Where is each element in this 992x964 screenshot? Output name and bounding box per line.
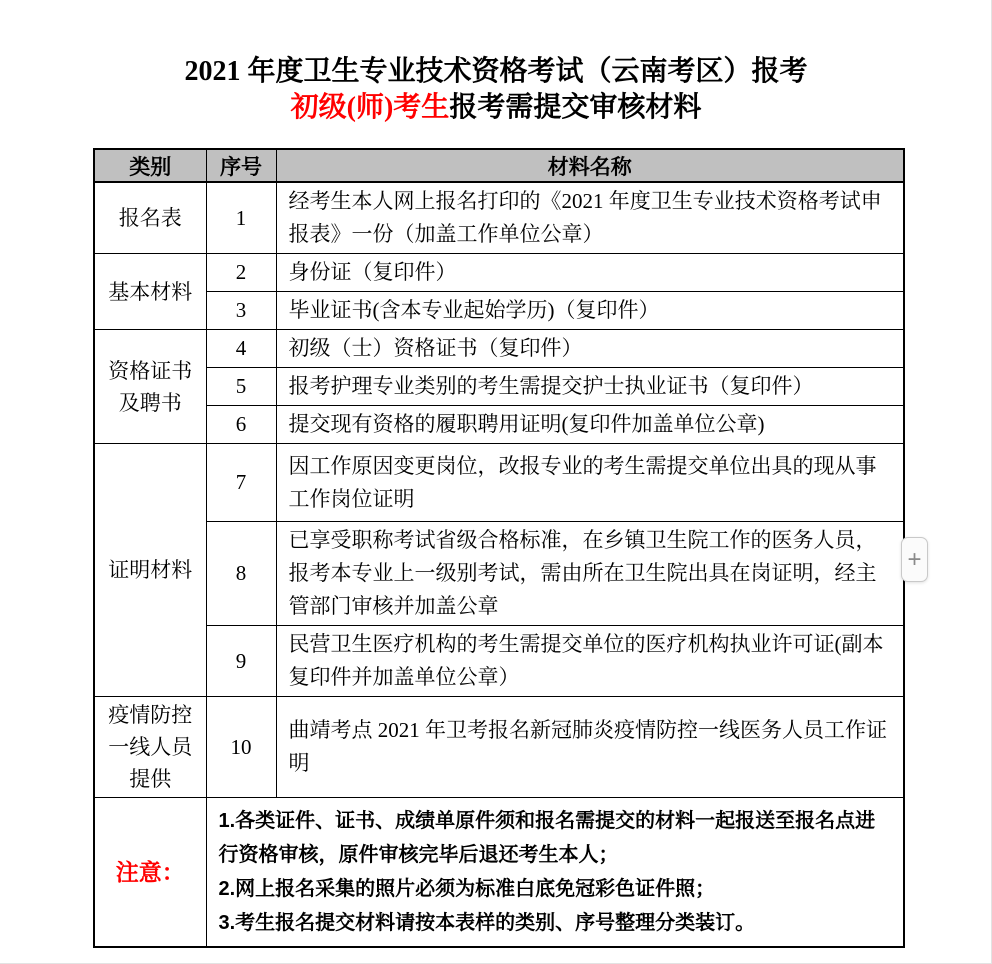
column-header-category: 类别 (94, 149, 206, 182)
material-cell: 因工作原因变更岗位，改报专业的考生需提交单位出具的现从事工作岗位证明 (276, 444, 904, 522)
note-label: 注意： (94, 798, 206, 948)
category-cell: 资格证书及聘书 (94, 330, 206, 444)
plus-icon: + (907, 545, 922, 573)
note-line: 2.网上报名采集的照片必须为标准白底免冠彩色证件照； (218, 878, 716, 900)
serial-cell: 9 (206, 626, 276, 697)
material-cell: 初级（士）资格证书（复印件） (276, 330, 904, 368)
page-title (0, 54, 992, 126)
column-header-serial: 序号 (206, 149, 276, 182)
material-cell: 经考生本人网上报名打印的《2021 年度卫生专业技术资格考试申报表》一份（加盖工作单位公章） (276, 182, 904, 254)
material-cell: 身份证（复印件） (276, 254, 904, 292)
serial-cell: 6 (206, 406, 276, 444)
category-cell: 基本材料 (94, 254, 206, 330)
title-line-2 (0, 90, 992, 126)
table-row (94, 522, 904, 626)
table-row (94, 368, 904, 406)
table-row (94, 292, 904, 330)
table-row (94, 254, 904, 292)
material-cell: 提交现有资格的履职聘用证明(复印件加盖单位公章) (276, 406, 904, 444)
column-header-material: 材料名称 (276, 149, 904, 182)
serial-cell: 7 (206, 444, 276, 522)
note-row (94, 798, 904, 948)
table-row (94, 626, 904, 697)
title-highlight: 初级(师)考生 (290, 92, 450, 123)
category-cell: 报名表 (94, 182, 206, 254)
materials-table (93, 148, 905, 948)
expand-button[interactable] (901, 537, 928, 582)
serial-cell: 5 (206, 368, 276, 406)
note-content (206, 798, 904, 948)
note-line: 3.考生报名提交材料请按本表样的类别、序号整理分类装订。 (218, 912, 756, 934)
material-cell: 曲靖考点 2021 年卫考报名新冠肺炎疫情防控一线医务人员工作证明 (276, 697, 904, 798)
category-cell: 证明材料 (94, 444, 206, 697)
category-cell: 疫情防控一线人员提供 (94, 697, 206, 798)
material-cell: 毕业证书(含本专业起始学历)（复印件） (276, 292, 904, 330)
material-cell: 民营卫生医疗机构的考生需提交单位的医疗机构执业许可证(副本复印件并加盖单位公章） (276, 626, 904, 697)
table-row (94, 697, 904, 798)
serial-cell: 10 (206, 697, 276, 798)
table-row (94, 406, 904, 444)
title-line-1: 2021 年度卫生专业技术资格考试（云南考区）报考 (184, 56, 808, 87)
serial-cell: 2 (206, 254, 276, 292)
table-row (94, 182, 904, 254)
material-cell: 报考护理专业类别的考生需提交护士执业证书（复印件） (276, 368, 904, 406)
serial-cell: 8 (206, 522, 276, 626)
title-line-2-rest: 报考需提交审核材料 (449, 92, 702, 123)
serial-cell: 3 (206, 292, 276, 330)
serial-cell: 4 (206, 330, 276, 368)
table-row (94, 330, 904, 368)
material-cell: 已享受职称考试省级合格标准，在乡镇卫生院工作的医务人员，报考本专业上一级别考试，需由所在卫生院出具在岗证明，经主管部门审核并加盖公章 (276, 522, 904, 626)
table-header-row (94, 149, 904, 182)
serial-cell: 1 (206, 182, 276, 254)
note-line: 1.各类证件、证书、成绩单原件须和报名需提交的材料一起报送至报名点进行资格审核，原件审核完毕后退还考生本人； (218, 810, 876, 866)
table-row (94, 444, 904, 522)
